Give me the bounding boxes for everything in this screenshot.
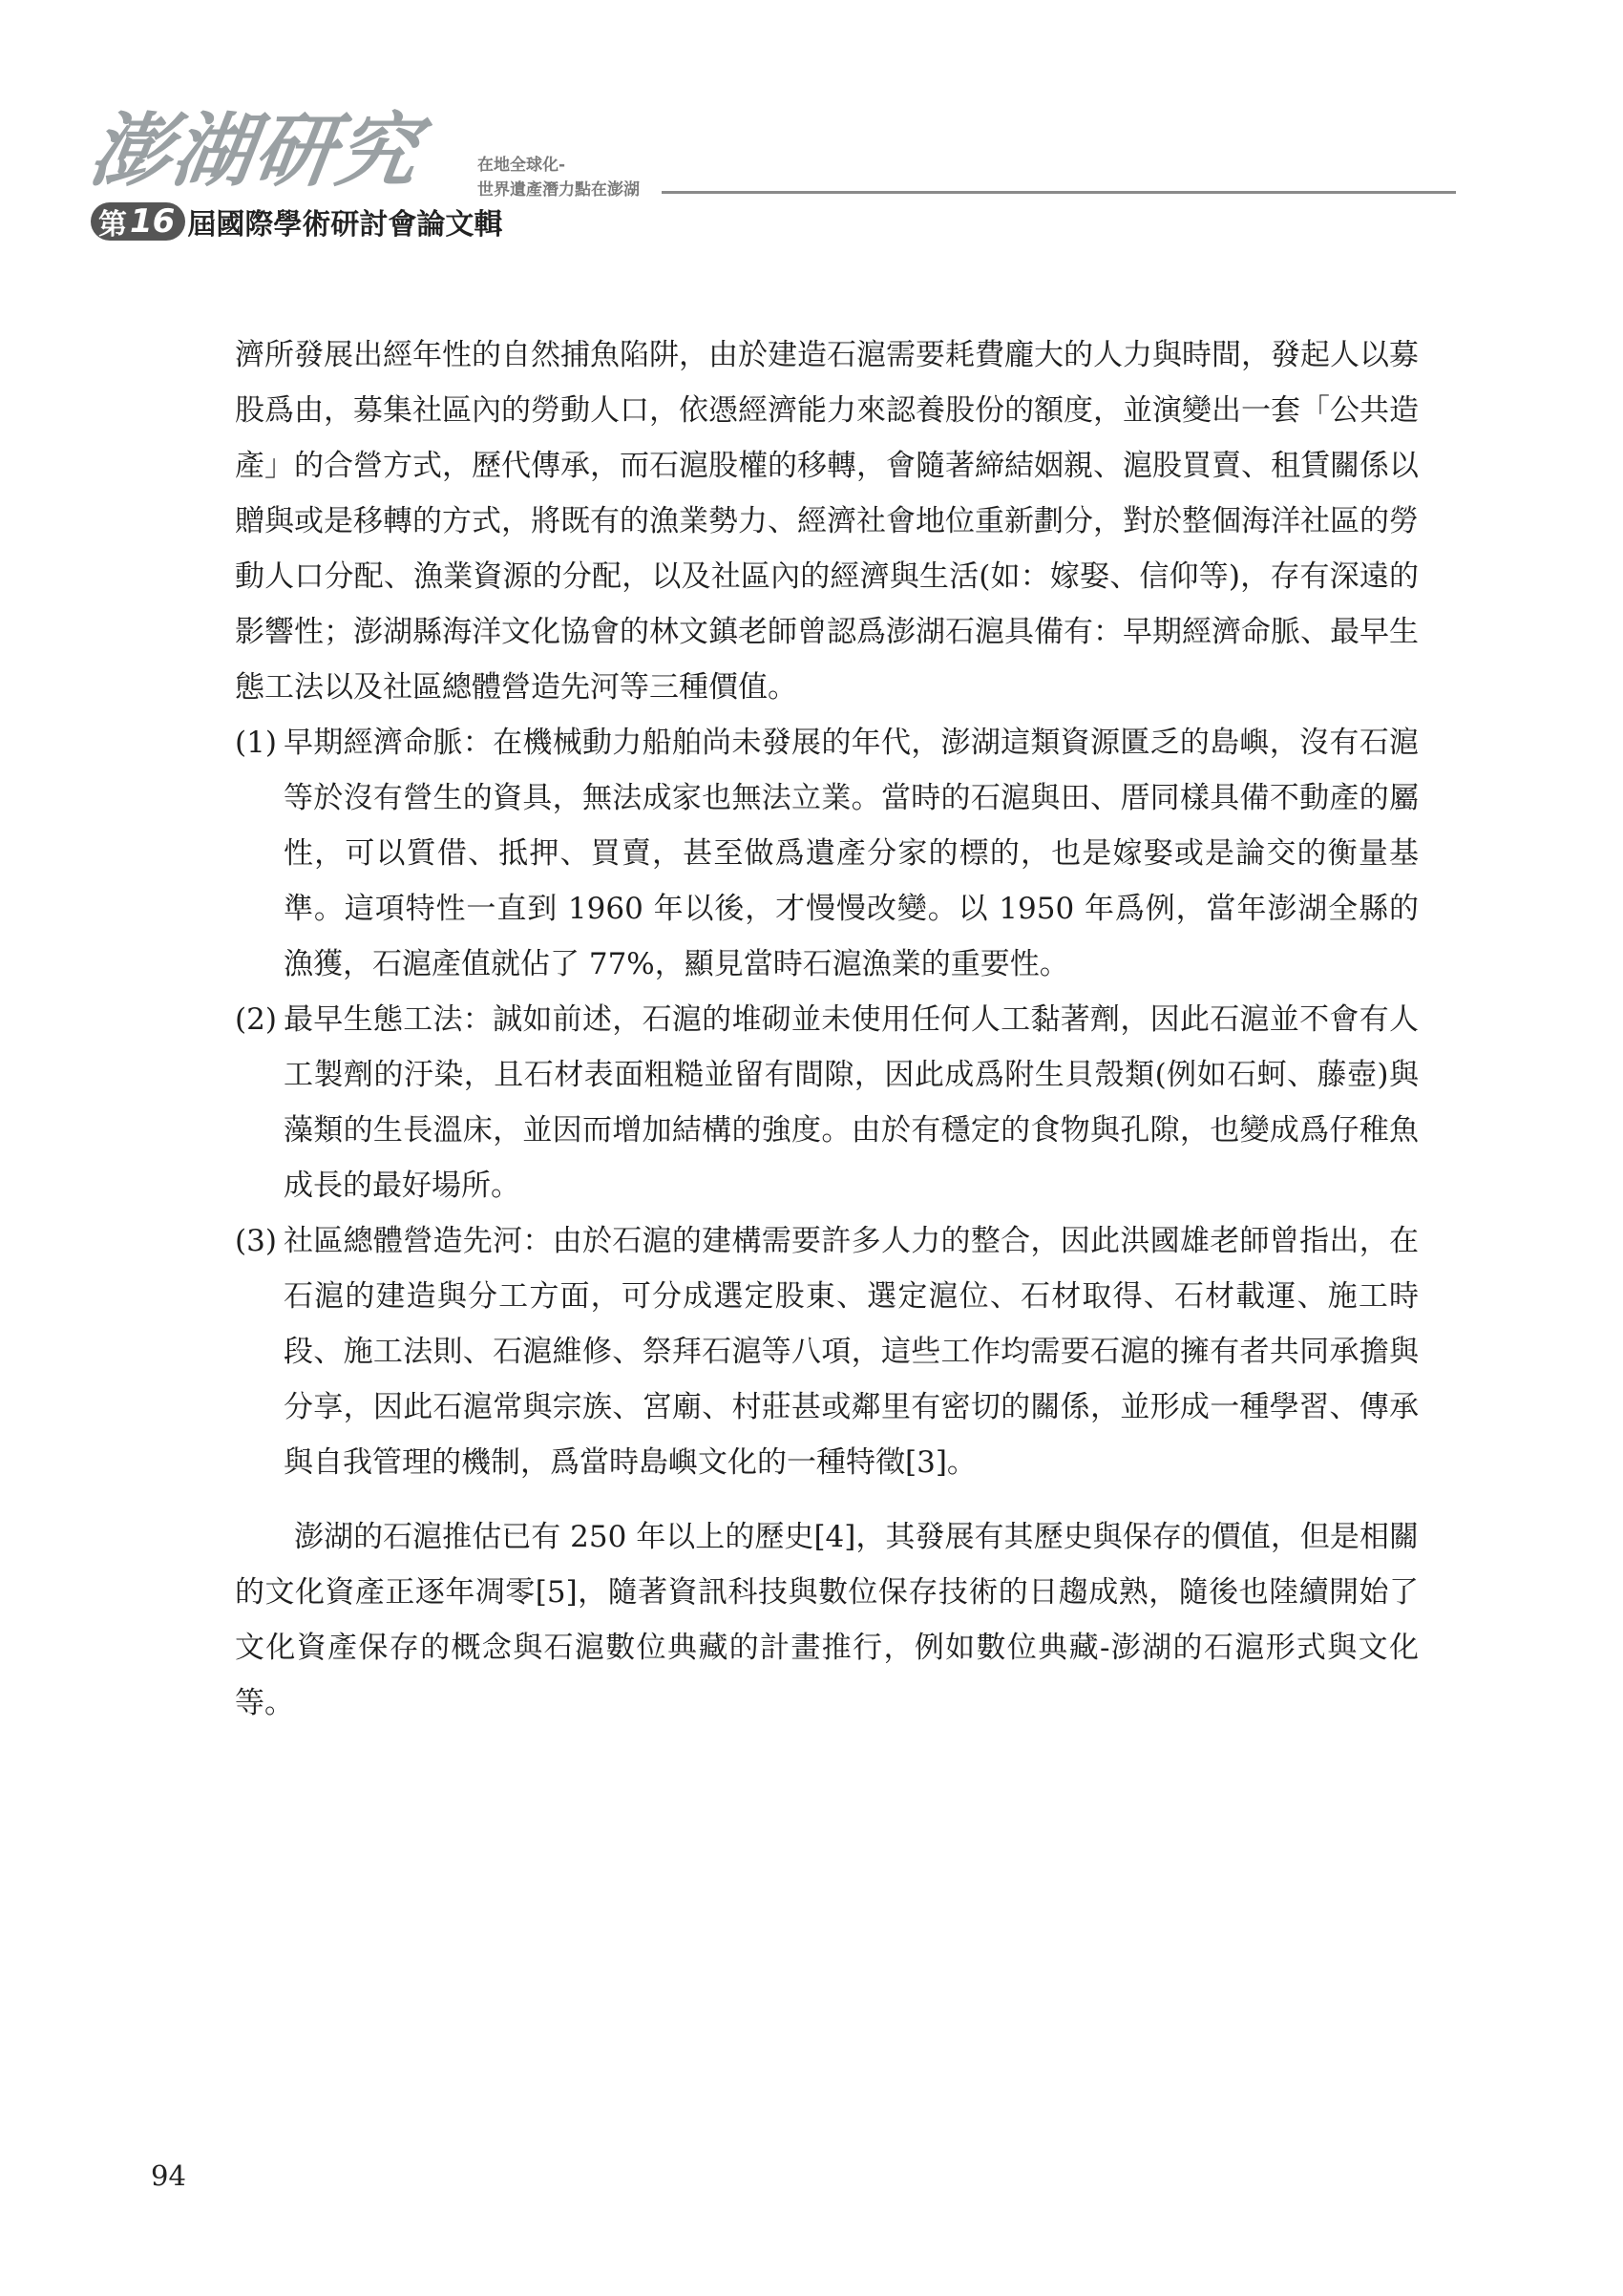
journal-title-logo: 澎湖研究 xyxy=(84,103,427,198)
value-list xyxy=(235,715,1419,1490)
running-header xyxy=(84,103,1456,246)
list-item-text: 最早生態工法：誠如前述，石滬的堆砌並未使用任何人工黏著劑，因此石滬並不會有人工製劑的汙染，且石材表面粗糙並留有間隙，因此成爲附生貝殼類(例如石蚵、藤壺)與藻類的生長溫床，並因而增加結構的強度。由於有穩定的食物與孔隙，也變成爲仔稚魚成長的最好場所。 xyxy=(284,1002,1419,1203)
list-item xyxy=(235,992,1419,1213)
list-item-text: 社區總體營造先河：由於石滬的建構需要許多人力的整合，因此洪國雄老師曾指出，在石滬的建造與分工方面，可分成選定股東、選定滬位、石材取得、石材載運、施工時段、施工法則、石滬維修、祭拜石滬等八項，這些工作均需要石滬的擁有者共同承擔與分享，因此石滬常與宗族、宮廟、村莊甚或鄰里有密切的關係，並形成一種學習、傳承與自我管理的機制，爲當時島嶼文化的一種特徵[3]。 xyxy=(284,1224,1419,1480)
conference-subtitle xyxy=(477,153,640,202)
subtitle-line-2: 世界遺產潛力點在澎湖 xyxy=(477,180,640,200)
paragraph: 澎湖的石滬推估已有 250 年以上的歷史[4]，其發展有其歷史與保存的價值，但是相關的文化資產正逐年凋零[5]，隨著資訊科技與數位保存技術的日趨成熟，隨後也陸續開始了文化資產保存的概念與石滬數位典藏的計畫推行，例如數位典藏-澎湖的石滬形式與文化等。 xyxy=(235,1520,1419,1720)
list-item-number: (1) xyxy=(235,726,277,760)
subtitle-line-1: 在地全球化- xyxy=(477,156,566,175)
list-item-number: (2) xyxy=(235,1002,277,1037)
header-rule xyxy=(662,191,1456,194)
edition-line xyxy=(91,199,502,244)
paragraph: 濟所發展出經年性的自然捕魚陷阱，由於建造石滬需要耗費龐大的人力與時間，發起人以募股爲由，募集社區內的勞動人口，依憑經濟能力來認養股份的額度，並演變出一套「公共造產」的合營方式，歷代傳承，而石滬股權的移轉，會隨著締結姻親、滬股買賣、租賃關係以贈與或是移轉的方式，將既有的漁業勢力、經濟社會地位重新劃分，對於整個海洋社區的勞動人口分配、漁業資源的分配，以及社區內的經濟與生活(如：嫁娶、信仰等)，存有深遠的影響性；澎湖縣海洋文化協會的林文鎮老師曾認爲澎湖石滬具備有：早期經濟命脈、最早生態工法以及社區總體營造先河等三種價值。 xyxy=(235,338,1419,705)
list-item-number: (3) xyxy=(235,1224,277,1258)
body-text xyxy=(235,327,1419,1731)
edition-number: 16 xyxy=(130,202,176,241)
edition-badge xyxy=(91,202,185,241)
list-item-text: 早期經濟命脈：在機械動力船舶尚未發展的年代，澎湖這類資源匱乏的島嶼，沒有石滬等於沒有營生的資具，無法成家也無法立業。當時的石滬與田、厝同樣具備不動產的屬性，可以質借、抵押、買賣，甚至做爲遺產分家的標的，也是嫁娶或是論交的衡量基準。這項特性一直到 1960 年以後，才慢慢改變。以 1950 年爲例，當年澎湖全縣的漁獲，石滬產值就佔了 77%，顯見當時石滬漁業的重要性。 xyxy=(284,726,1419,981)
page-number: 94 xyxy=(151,2159,186,2192)
list-item xyxy=(235,715,1419,992)
list-item xyxy=(235,1213,1419,1490)
collection-name: 國際學術研討會論文輯 xyxy=(216,208,503,242)
edition-prefix: 第 xyxy=(98,208,127,242)
edition-suffix: 屆 xyxy=(187,208,217,242)
